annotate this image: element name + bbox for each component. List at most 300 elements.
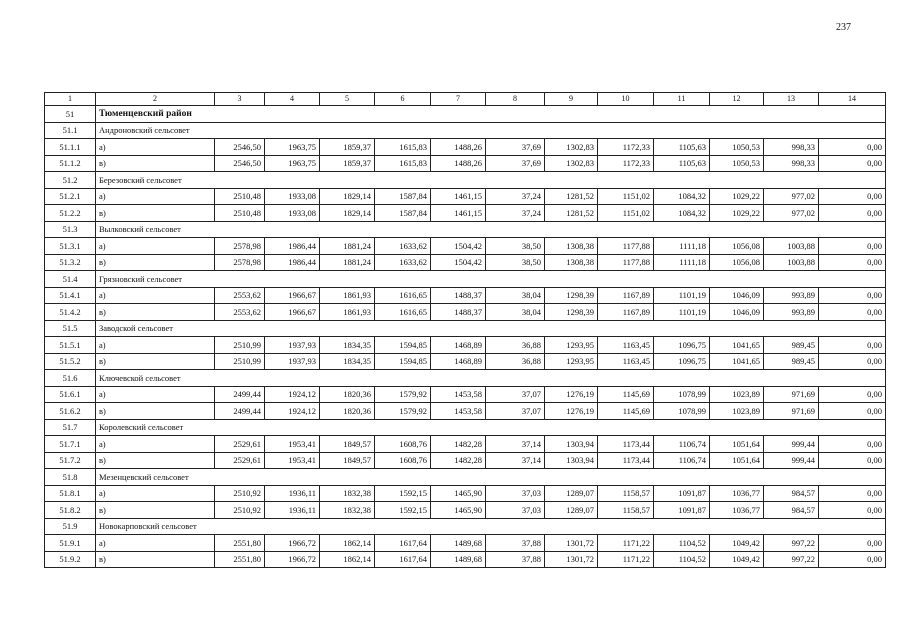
value-cell: 989,45	[764, 337, 819, 354]
value-cell: 1861,93	[320, 304, 375, 321]
value-cell: 0,00	[819, 485, 886, 502]
data-row	[45, 155, 886, 172]
value-cell: 1302,83	[545, 155, 598, 172]
value-cell: 0,00	[819, 337, 886, 354]
table-body	[45, 93, 886, 568]
section-row	[45, 221, 886, 238]
row-code-cell: 51.8	[45, 469, 96, 486]
row-code-cell: 51.8.1	[45, 485, 96, 502]
value-cell: 1616,65	[375, 304, 431, 321]
column-number-cell: 11	[654, 93, 710, 106]
value-cell: 1104,52	[654, 551, 710, 568]
value-cell: 999,44	[764, 452, 819, 469]
value-cell: 1933,08	[265, 188, 320, 205]
value-cell: 1453,58	[431, 403, 486, 420]
value-cell: 1145,69	[598, 403, 654, 420]
value-cell: 2551,80	[215, 551, 265, 568]
value-cell: 0,00	[819, 188, 886, 205]
data-row	[45, 188, 886, 205]
value-cell: 1829,14	[320, 205, 375, 222]
row-code-cell: 51.2.2	[45, 205, 96, 222]
value-cell: 1834,35	[320, 337, 375, 354]
value-cell: 1881,24	[320, 254, 375, 271]
row-code-cell: 51.9.2	[45, 551, 96, 568]
row-label-cell: а)	[96, 238, 215, 255]
value-cell: 1986,44	[265, 238, 320, 255]
value-cell: 1281,52	[545, 188, 598, 205]
value-cell: 1003,88	[764, 254, 819, 271]
section-name-cell: Новокарповский сельсовет	[96, 518, 886, 535]
district-row	[45, 106, 886, 123]
column-number-cell: 8	[486, 93, 545, 106]
value-cell: 1465,90	[431, 485, 486, 502]
row-code-cell: 51.5	[45, 320, 96, 337]
value-cell: 1041,65	[710, 353, 764, 370]
value-cell: 1482,28	[431, 452, 486, 469]
value-cell: 0,00	[819, 502, 886, 519]
value-cell: 37,07	[486, 403, 545, 420]
value-cell: 997,22	[764, 551, 819, 568]
row-label-cell: в)	[96, 205, 215, 222]
column-number-cell: 6	[375, 93, 431, 106]
value-cell: 1592,15	[375, 485, 431, 502]
value-cell: 36,88	[486, 337, 545, 354]
value-cell: 37,88	[486, 535, 545, 552]
value-cell: 1465,90	[431, 502, 486, 519]
value-cell: 998,33	[764, 139, 819, 156]
row-label-cell: в)	[96, 304, 215, 321]
data-row	[45, 304, 886, 321]
section-row	[45, 172, 886, 189]
value-cell: 984,57	[764, 485, 819, 502]
section-row	[45, 469, 886, 486]
column-number-cell: 9	[545, 93, 598, 106]
value-cell: 1051,64	[710, 452, 764, 469]
row-code-cell: 51.7	[45, 419, 96, 436]
row-code-cell: 51.6.1	[45, 386, 96, 403]
value-cell: 2578,98	[215, 254, 265, 271]
row-code-cell: 51.8.2	[45, 502, 96, 519]
value-cell: 1167,89	[598, 304, 654, 321]
value-cell: 2510,92	[215, 502, 265, 519]
row-label-cell: а)	[96, 535, 215, 552]
value-cell: 1101,19	[654, 287, 710, 304]
value-cell: 1302,83	[545, 139, 598, 156]
value-cell: 1820,36	[320, 386, 375, 403]
value-cell: 38,04	[486, 287, 545, 304]
section-name-cell: Мезенцевский сельсовет	[96, 469, 886, 486]
column-number-cell: 13	[764, 93, 819, 106]
value-cell: 0,00	[819, 254, 886, 271]
value-cell: 38,50	[486, 254, 545, 271]
value-cell: 1056,08	[710, 238, 764, 255]
value-cell: 1289,07	[545, 485, 598, 502]
row-code-cell: 51.4.1	[45, 287, 96, 304]
value-cell: 1177,88	[598, 238, 654, 255]
value-cell: 999,44	[764, 436, 819, 453]
value-cell: 2510,99	[215, 337, 265, 354]
section-name-cell: Вылковский сельсовет	[96, 221, 886, 238]
value-cell: 1504,42	[431, 254, 486, 271]
section-name-cell: Грязновский сельсовет	[96, 271, 886, 288]
row-code-cell: 51.3.1	[45, 238, 96, 255]
data-row	[45, 535, 886, 552]
value-cell: 1084,32	[654, 188, 710, 205]
value-cell: 2546,50	[215, 139, 265, 156]
value-cell: 1468,89	[431, 337, 486, 354]
value-cell: 1301,72	[545, 551, 598, 568]
value-cell: 1177,88	[598, 254, 654, 271]
value-cell: 1924,12	[265, 403, 320, 420]
value-cell: 1046,09	[710, 287, 764, 304]
value-cell: 1173,44	[598, 436, 654, 453]
district-name-cell: Тюменцевский район	[96, 106, 886, 123]
value-cell: 977,02	[764, 205, 819, 222]
value-cell: 1298,39	[545, 287, 598, 304]
value-cell: 1834,35	[320, 353, 375, 370]
value-cell: 1453,58	[431, 386, 486, 403]
value-cell: 2551,80	[215, 535, 265, 552]
row-code-cell: 51	[45, 106, 96, 123]
value-cell: 1488,37	[431, 304, 486, 321]
value-cell: 1937,93	[265, 337, 320, 354]
value-cell: 1832,38	[320, 502, 375, 519]
value-cell: 1051,64	[710, 436, 764, 453]
value-cell: 1281,52	[545, 205, 598, 222]
value-cell: 1308,38	[545, 238, 598, 255]
value-cell: 1608,76	[375, 452, 431, 469]
value-cell: 1091,87	[654, 485, 710, 502]
value-cell: 1966,72	[265, 535, 320, 552]
value-cell: 1862,14	[320, 535, 375, 552]
value-cell: 1859,37	[320, 139, 375, 156]
value-cell: 1862,14	[320, 551, 375, 568]
row-label-cell: в)	[96, 403, 215, 420]
value-cell: 1158,57	[598, 502, 654, 519]
value-cell: 1298,39	[545, 304, 598, 321]
value-cell: 1293,95	[545, 353, 598, 370]
value-cell: 2510,99	[215, 353, 265, 370]
value-cell: 977,02	[764, 188, 819, 205]
value-cell: 37,69	[486, 139, 545, 156]
value-cell: 2499,44	[215, 403, 265, 420]
data-row	[45, 403, 886, 420]
column-number-cell: 12	[710, 93, 764, 106]
value-cell: 1936,11	[265, 485, 320, 502]
value-cell: 1105,63	[654, 155, 710, 172]
row-label-cell: в)	[96, 353, 215, 370]
row-code-cell: 51.3	[45, 221, 96, 238]
value-cell: 1158,57	[598, 485, 654, 502]
row-code-cell: 51.2.1	[45, 188, 96, 205]
value-cell: 1078,99	[654, 403, 710, 420]
row-label-cell: а)	[96, 287, 215, 304]
row-label-cell: а)	[96, 485, 215, 502]
value-cell: 1953,41	[265, 436, 320, 453]
data-row	[45, 205, 886, 222]
value-cell: 1861,93	[320, 287, 375, 304]
column-number-cell: 2	[96, 93, 215, 106]
value-cell: 1171,22	[598, 551, 654, 568]
value-cell: 2553,62	[215, 304, 265, 321]
row-label-cell: а)	[96, 386, 215, 403]
row-code-cell: 51.9.1	[45, 535, 96, 552]
value-cell: 1308,38	[545, 254, 598, 271]
value-cell: 1504,42	[431, 238, 486, 255]
value-cell: 1101,19	[654, 304, 710, 321]
value-cell: 1163,45	[598, 337, 654, 354]
value-cell: 1046,09	[710, 304, 764, 321]
data-row	[45, 452, 886, 469]
value-cell: 1924,12	[265, 386, 320, 403]
value-cell: 38,50	[486, 238, 545, 255]
value-cell: 1592,15	[375, 502, 431, 519]
value-cell: 37,03	[486, 485, 545, 502]
column-number-row	[45, 93, 886, 106]
section-row	[45, 370, 886, 387]
row-code-cell: 51.1	[45, 122, 96, 139]
data-row	[45, 238, 886, 255]
value-cell: 1151,02	[598, 205, 654, 222]
row-code-cell: 51.7.2	[45, 452, 96, 469]
value-cell: 1276,19	[545, 386, 598, 403]
value-cell: 37,69	[486, 155, 545, 172]
value-cell: 37,14	[486, 436, 545, 453]
value-cell: 1049,42	[710, 535, 764, 552]
value-cell: 1050,53	[710, 139, 764, 156]
value-cell: 1105,63	[654, 139, 710, 156]
value-cell: 1963,75	[265, 139, 320, 156]
row-code-cell: 51.5.2	[45, 353, 96, 370]
value-cell: 1003,88	[764, 238, 819, 255]
value-cell: 36,88	[486, 353, 545, 370]
value-cell: 971,69	[764, 386, 819, 403]
value-cell: 997,22	[764, 535, 819, 552]
value-cell: 37,24	[486, 205, 545, 222]
value-cell: 1301,72	[545, 535, 598, 552]
value-cell: 1172,33	[598, 155, 654, 172]
value-cell: 1488,26	[431, 155, 486, 172]
value-cell: 989,45	[764, 353, 819, 370]
row-code-cell: 51.9	[45, 518, 96, 535]
value-cell: 1849,57	[320, 436, 375, 453]
row-code-cell: 51.1.2	[45, 155, 96, 172]
value-cell: 1461,15	[431, 188, 486, 205]
value-cell: 1036,77	[710, 485, 764, 502]
value-cell: 1106,74	[654, 436, 710, 453]
value-cell: 1084,32	[654, 205, 710, 222]
value-cell: 971,69	[764, 403, 819, 420]
column-number-cell: 5	[320, 93, 375, 106]
value-cell: 1023,89	[710, 403, 764, 420]
value-cell: 984,57	[764, 502, 819, 519]
value-cell: 1036,77	[710, 502, 764, 519]
value-cell: 1832,38	[320, 485, 375, 502]
value-cell: 2510,92	[215, 485, 265, 502]
value-cell: 1633,62	[375, 254, 431, 271]
value-cell: 1461,15	[431, 205, 486, 222]
section-name-cell: Березовский сельсовет	[96, 172, 886, 189]
value-cell: 37,24	[486, 188, 545, 205]
data-row	[45, 287, 886, 304]
value-cell: 1616,65	[375, 287, 431, 304]
value-cell: 1111,18	[654, 238, 710, 255]
value-cell: 1023,89	[710, 386, 764, 403]
value-cell: 993,89	[764, 287, 819, 304]
value-cell: 1276,19	[545, 403, 598, 420]
value-cell: 2553,62	[215, 287, 265, 304]
section-name-cell: Королевский сельсовет	[96, 419, 886, 436]
value-cell: 37,07	[486, 386, 545, 403]
tariff-table	[44, 92, 886, 568]
value-cell: 1587,84	[375, 205, 431, 222]
value-cell: 1617,64	[375, 535, 431, 552]
row-label-cell: а)	[96, 436, 215, 453]
value-cell: 37,14	[486, 452, 545, 469]
value-cell: 1820,36	[320, 403, 375, 420]
value-cell: 0,00	[819, 238, 886, 255]
value-cell: 1937,93	[265, 353, 320, 370]
value-cell: 2529,61	[215, 452, 265, 469]
value-cell: 1579,92	[375, 403, 431, 420]
section-row	[45, 122, 886, 139]
column-number-cell: 14	[819, 93, 886, 106]
value-cell: 1489,68	[431, 535, 486, 552]
value-cell: 1111,18	[654, 254, 710, 271]
row-code-cell: 51.4.2	[45, 304, 96, 321]
value-cell: 1953,41	[265, 452, 320, 469]
section-name-cell: Ключевской сельсовет	[96, 370, 886, 387]
value-cell: 0,00	[819, 535, 886, 552]
value-cell: 1966,67	[265, 287, 320, 304]
value-cell: 0,00	[819, 403, 886, 420]
value-cell: 1173,44	[598, 452, 654, 469]
value-cell: 1963,75	[265, 155, 320, 172]
value-cell: 37,03	[486, 502, 545, 519]
value-cell: 1489,68	[431, 551, 486, 568]
data-row	[45, 551, 886, 568]
value-cell: 1482,28	[431, 436, 486, 453]
row-code-cell: 51.6.2	[45, 403, 96, 420]
section-row	[45, 518, 886, 535]
value-cell: 2499,44	[215, 386, 265, 403]
value-cell: 1050,53	[710, 155, 764, 172]
value-cell: 1608,76	[375, 436, 431, 453]
column-number-cell: 3	[215, 93, 265, 106]
value-cell: 0,00	[819, 304, 886, 321]
value-cell: 993,89	[764, 304, 819, 321]
value-cell: 1293,95	[545, 337, 598, 354]
row-code-cell: 51.1.1	[45, 139, 96, 156]
value-cell: 0,00	[819, 551, 886, 568]
value-cell: 1303,94	[545, 436, 598, 453]
value-cell: 1078,99	[654, 386, 710, 403]
row-label-cell: в)	[96, 502, 215, 519]
row-code-cell: 51.2	[45, 172, 96, 189]
value-cell: 1966,67	[265, 304, 320, 321]
value-cell: 1617,64	[375, 551, 431, 568]
row-code-cell: 51.5.1	[45, 337, 96, 354]
value-cell: 0,00	[819, 353, 886, 370]
data-row	[45, 337, 886, 354]
value-cell: 1633,62	[375, 238, 431, 255]
value-cell: 0,00	[819, 436, 886, 453]
value-cell: 0,00	[819, 287, 886, 304]
value-cell: 1104,52	[654, 535, 710, 552]
value-cell: 1029,22	[710, 188, 764, 205]
value-cell: 1933,08	[265, 205, 320, 222]
data-row	[45, 485, 886, 502]
value-cell: 1587,84	[375, 188, 431, 205]
section-row	[45, 419, 886, 436]
column-number-cell: 10	[598, 93, 654, 106]
value-cell: 1163,45	[598, 353, 654, 370]
value-cell: 1849,57	[320, 452, 375, 469]
value-cell: 998,33	[764, 155, 819, 172]
value-cell: 1881,24	[320, 238, 375, 255]
value-cell: 1488,37	[431, 287, 486, 304]
section-name-cell: Заводской сельсовет	[96, 320, 886, 337]
value-cell: 1579,92	[375, 386, 431, 403]
value-cell: 1468,89	[431, 353, 486, 370]
value-cell: 1151,02	[598, 188, 654, 205]
value-cell: 1096,75	[654, 353, 710, 370]
row-label-cell: в)	[96, 155, 215, 172]
value-cell: 0,00	[819, 205, 886, 222]
section-row	[45, 320, 886, 337]
data-row	[45, 502, 886, 519]
row-label-cell: а)	[96, 139, 215, 156]
value-cell: 1029,22	[710, 205, 764, 222]
data-row	[45, 254, 886, 271]
value-cell: 1106,74	[654, 452, 710, 469]
row-code-cell: 51.3.2	[45, 254, 96, 271]
row-code-cell: 51.7.1	[45, 436, 96, 453]
value-cell: 1966,72	[265, 551, 320, 568]
data-row	[45, 353, 886, 370]
row-label-cell: а)	[96, 188, 215, 205]
value-cell: 1615,83	[375, 155, 431, 172]
value-cell: 1594,85	[375, 353, 431, 370]
value-cell: 1041,65	[710, 337, 764, 354]
section-name-cell: Андроновский сельсовет	[96, 122, 886, 139]
value-cell: 1859,37	[320, 155, 375, 172]
value-cell: 1594,85	[375, 337, 431, 354]
value-cell: 0,00	[819, 452, 886, 469]
value-cell: 2510,48	[215, 205, 265, 222]
value-cell: 1056,08	[710, 254, 764, 271]
value-cell: 1615,83	[375, 139, 431, 156]
data-row	[45, 436, 886, 453]
value-cell: 2546,50	[215, 155, 265, 172]
value-cell: 1096,75	[654, 337, 710, 354]
row-label-cell: а)	[96, 337, 215, 354]
value-cell: 0,00	[819, 386, 886, 403]
row-label-cell: в)	[96, 254, 215, 271]
value-cell: 38,04	[486, 304, 545, 321]
value-cell: 2529,61	[215, 436, 265, 453]
value-cell: 2578,98	[215, 238, 265, 255]
value-cell: 1488,26	[431, 139, 486, 156]
value-cell: 1091,87	[654, 502, 710, 519]
column-number-cell: 4	[265, 93, 320, 106]
value-cell: 1303,94	[545, 452, 598, 469]
column-number-cell: 7	[431, 93, 486, 106]
value-cell: 0,00	[819, 155, 886, 172]
value-cell: 37,88	[486, 551, 545, 568]
row-code-cell: 51.4	[45, 271, 96, 288]
column-number-cell: 1	[45, 93, 96, 106]
